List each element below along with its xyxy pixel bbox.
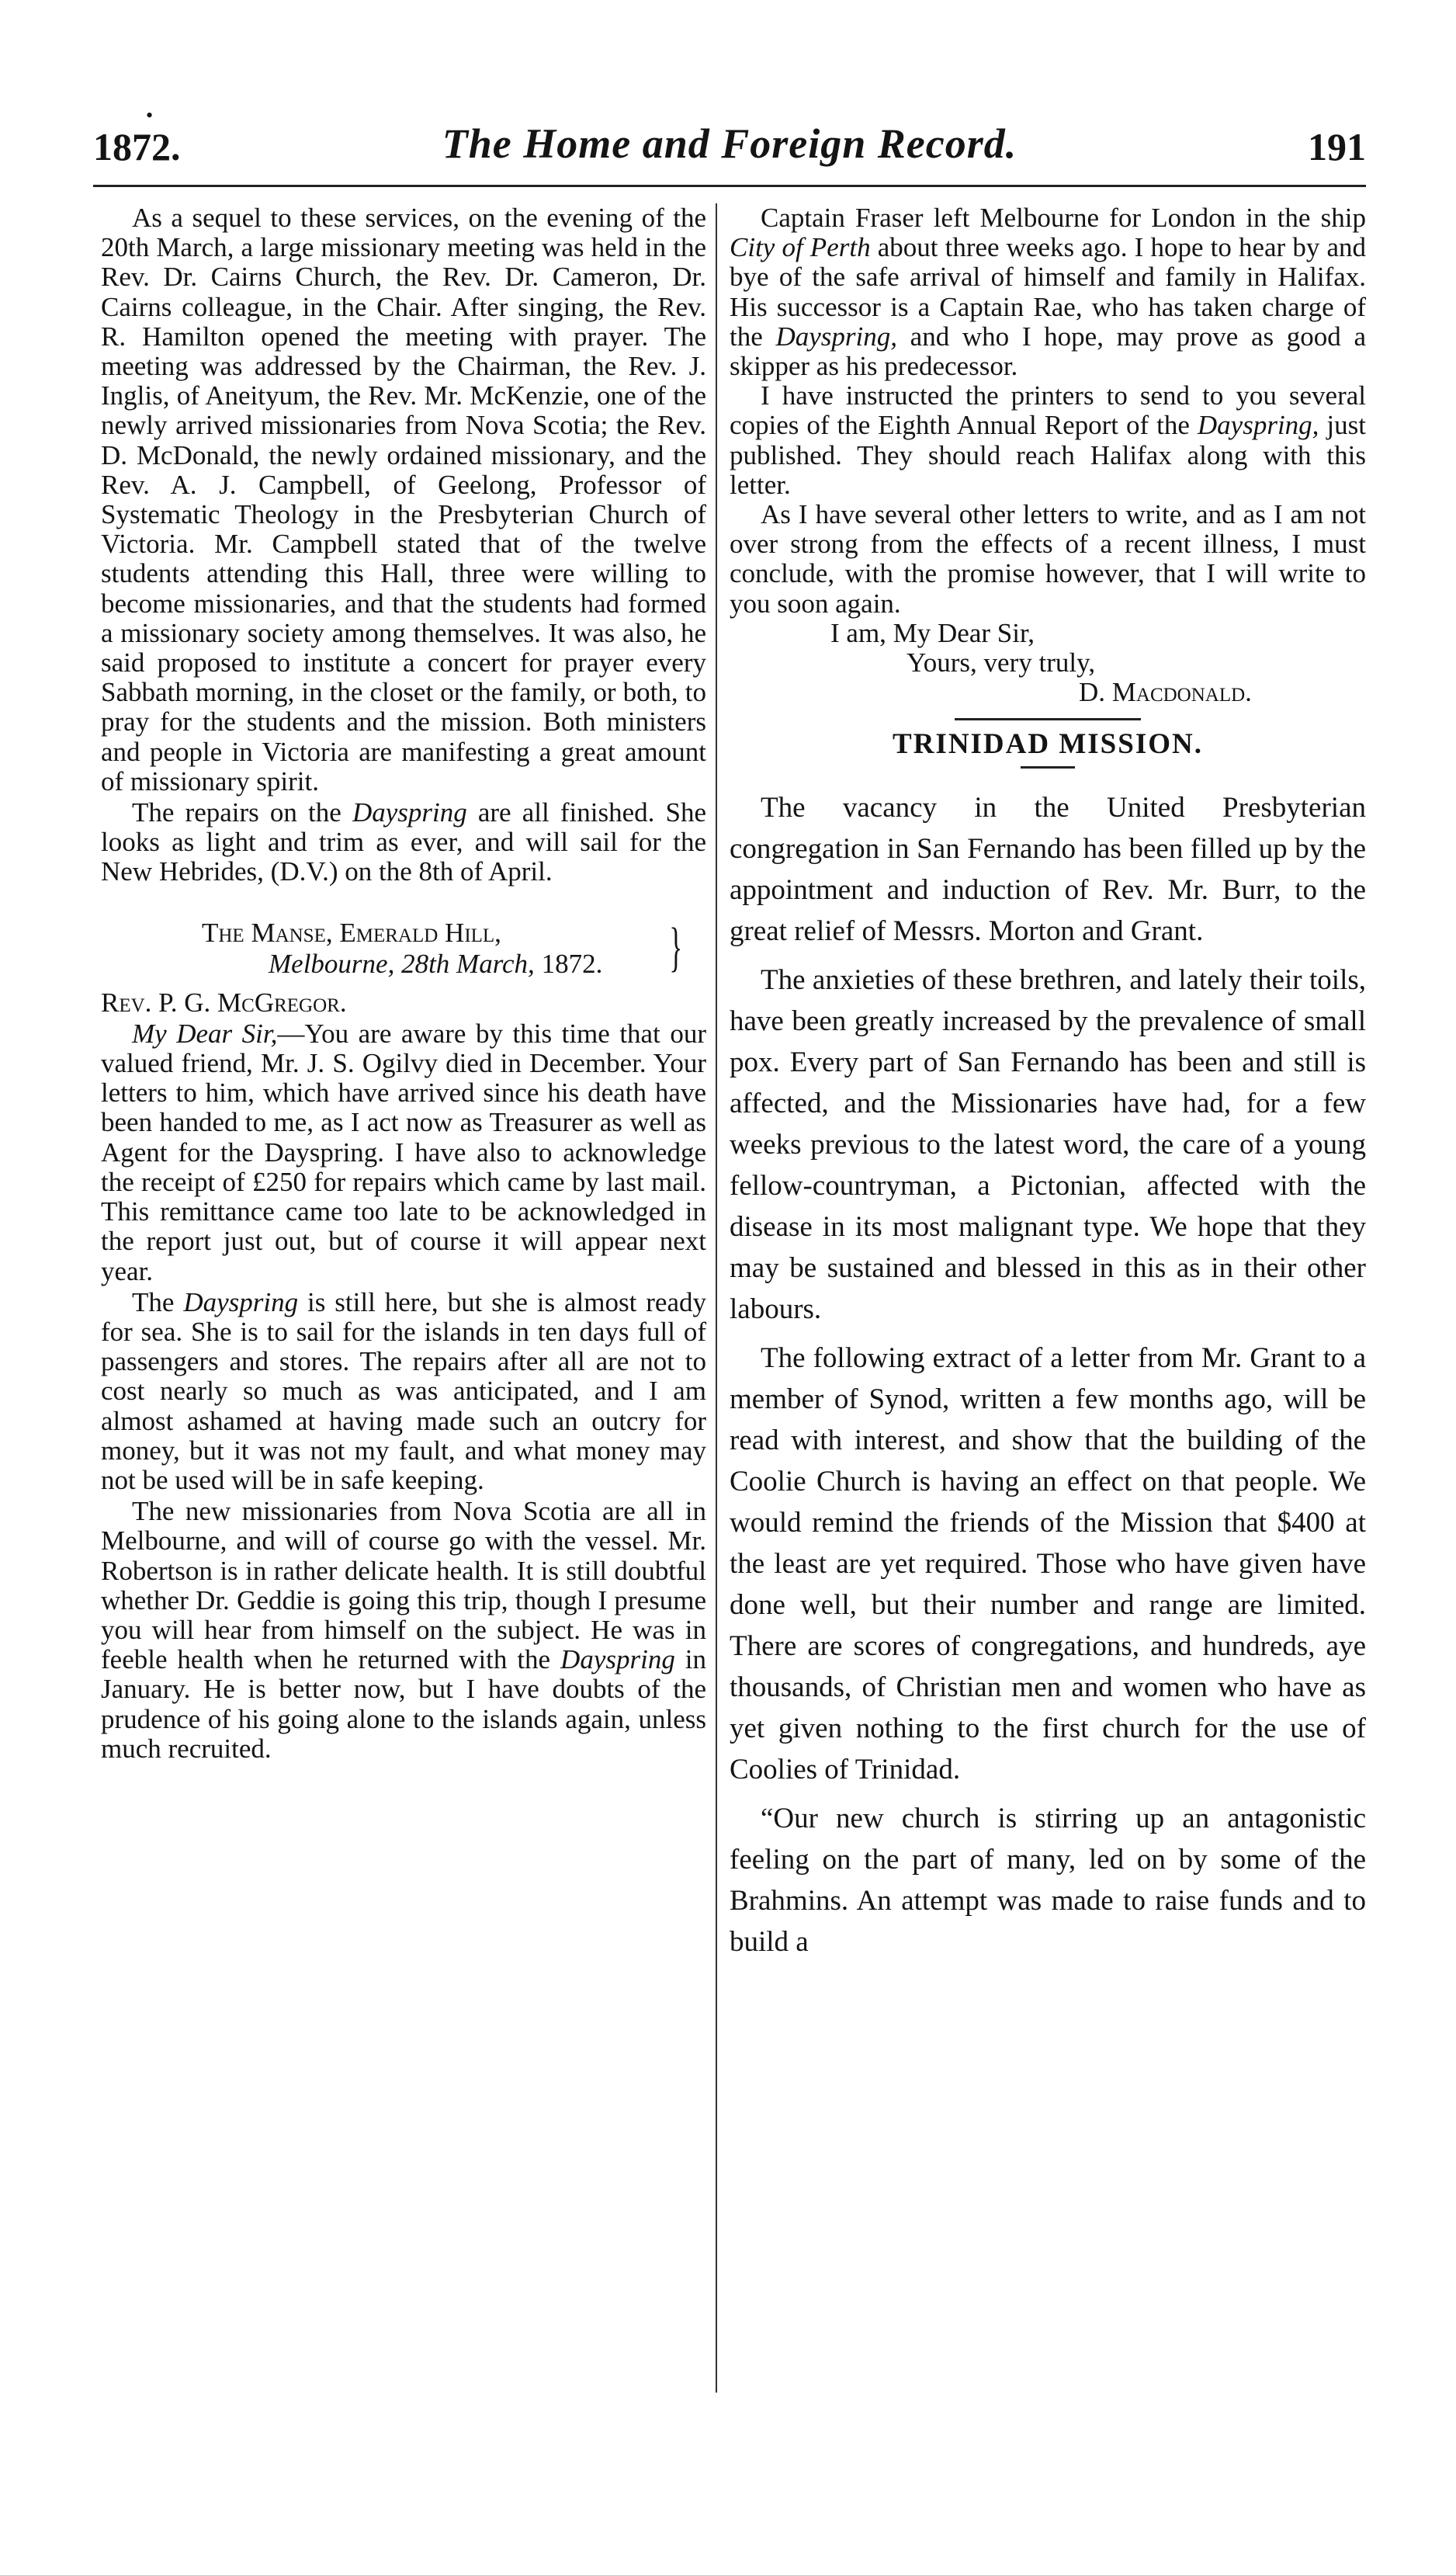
page-number: 191 [1308,125,1366,168]
text: are all finished. She looks as light and trim as ever, and will sail for the New Hebrides, (D.V.) on the 8th of April. [101,797,706,887]
closing-line: I am, My Dear Sir, [830,617,1035,648]
dateline-date [269,949,602,979]
text: I have instructed the printers to send to you several copies of the Eighth Annual Report of the [730,380,1366,441]
text: —You are aware by this time that our valued friend, Mr. J. S. Ogilvy died in December. Your letters to him, which have arrived since his death have been handed to me, as I act now as Treasurer as well as Agent for the Dayspring. I have also to acknowledge the receipt of £250 for repairs which came by last mail. This remittance came too late to be acknowledged in the report just out, but of course it will appear next year. [101,1018,706,1286]
section-rule [955,718,1141,720]
paragraph [730,381,1366,500]
paragraph: As I have several other letters to write, and as I am not over strong from the effects of a recent illness, I must conclude, with the promise however, that I will write to you soon again. [730,499,1366,619]
ship-name: Dayspring [352,797,467,828]
paragraph: The following extract of a letter from Mr. Grant to a member of Synod, written a few months ago, will be read with interest, and show that the building of the Coolie Church is having an effect on that people. We would remind the friends of the Mission that $400 at the least are yet required. Those who have given have done well, but their number and range are limited. There are scores of congregations, and hundreds, aye thousands, of Christian men and women who have as yet given nothing to the first church for the use of Coolies of Trinidad. [730,1341,1366,1785]
ship-name: Dayspring [560,1644,675,1675]
dateline-place: The Manse, Emerald Hill, [202,917,501,948]
header-title: The Home and Foreign Record. [442,120,1017,167]
section-title: TRINIDAD MISSION. [893,728,1203,761]
text: about three weeks ago. I hope to hear by and bye of the safe arrival of himself and family in Halifax. His successor is a Captain Rae, who has taken charge of the [730,232,1366,352]
print-speck: • [146,104,154,127]
left-column [101,203,706,1764]
paragraph: The anxieties of these brethren, and lately their toils, have been greatly increased by the prevalence of small pox. Every part of San Fernando has been and still is affected, and the Missionaries have had, for a few weeks previous to the latest word, the care of a young fellow-countryman, a Pictonian, affected with the disease in its most malignant type. We hope that they may be sustained and blessed in this as in their other labours. [730,963,1366,1325]
brace-glyph: } [669,917,683,977]
running-header [93,116,1366,186]
paragraph: As a sequel to these services, on the evening of the 20th March, a large missionary meeting was held in the Rev. Dr. Cairns Church, the Rev. Dr. Cameron, Dr. Cairns colleague, in the Chair. After singing, the Rev. R. Hamilton opened the meeting with prayer. The meeting was addressed by the Chairman, the Rev. J. Inglis, of Aneityum, the Rev. Mr. McKenzie, one of the newly arrived missionaries from Nova Scotia; the Rev. D. McDonald, the newly ordained missionary, and the Rev. A. J. Campbell, of Geelong, Professor of Systematic Theology in the Presbyterian Church of Victoria. Mr. Campbell stated that of the twelve students attending this Hall, three were willing to become missionaries, and that the students had formed a missionary society among themselves. It was also, he said proposed to institute a concert for prayer every Sabbath morning, in the closet or the family, or both, to pray for the students and the mission. Both ministers and people in Victoria are manifesting a great amount of missionary spirit. [101,203,706,796]
text: The new missionaries from Nova Scotia are all in Melbourne, and will of course go with the vessel. Mr. Robertson is in rather delicate health. It is still doubtful whether Dr. Geddie is going this trip, though I presume you will hear from himself on the subject. He was in feeble health when he returned with the [101,1496,706,1675]
signature: D. Macdonald. [1079,677,1252,708]
letter-closing [730,619,1366,708]
right-column [730,203,1366,1962]
text: The repairs on the [132,797,352,828]
text: and who I hope, may prove as good a skipper as his predecessor. [730,321,1367,382]
dateline-year: 1872. [541,948,603,979]
ship-name: Dayspring, [1197,410,1319,441]
closing-line: Yours, very truly, [907,647,1096,678]
text: The [132,1286,184,1317]
section-rule-short [1021,766,1075,769]
paragraph [101,798,706,887]
paragraph: The vacancy in the United Presbyterian congregation in San Fernando has been filled up by the appointment and induction of Rev. Mr. Burr, to the great relief of Messrs. Morton and Grant. [730,791,1366,947]
paragraph [101,1288,706,1495]
salutation: My Dear Sir, [132,1018,278,1049]
header-year: 1872. [93,125,181,168]
addressee: Rev. P. G. McGregor. [101,987,347,1018]
text: in January. He is better now, but I have doubts of the prudence of his going alone to the islands again, unless much recruited. [101,1644,706,1764]
trinidad-section [730,787,1366,1962]
ship-name: Dayspring, [775,321,897,352]
letter-dateline [101,918,706,988]
text: Captain Fraser left Melbourne for London in the ship [761,203,1366,233]
header-rule [93,185,1366,187]
text: is still here, but she is almost ready for sea. She is to sail for the islands in ten days full of passengers and stores. The repairs after all are not to cost nearly so much as was anticipated, and I am almost ashamed at having made such an outcry for money, but it was not my fault, and what money may not be used will be in safe keeping. [101,1286,706,1495]
column-divider [716,203,717,2393]
paragraph [101,1497,706,1764]
paragraph: “Our new church is stirring up an antagonistic feeling on the part of many, led on by some of the Brahmins. An attempt was made to raise funds and to build a [730,1802,1366,1958]
paragraph [730,203,1366,381]
ship-name: Dayspring [183,1286,299,1317]
text: just published. They should reach Halifax along with this letter. [730,410,1366,500]
paragraph [101,1019,706,1286]
ship-name: City of Perth [730,232,871,263]
dateline-city: Melbourne, 28th March, [269,948,535,979]
